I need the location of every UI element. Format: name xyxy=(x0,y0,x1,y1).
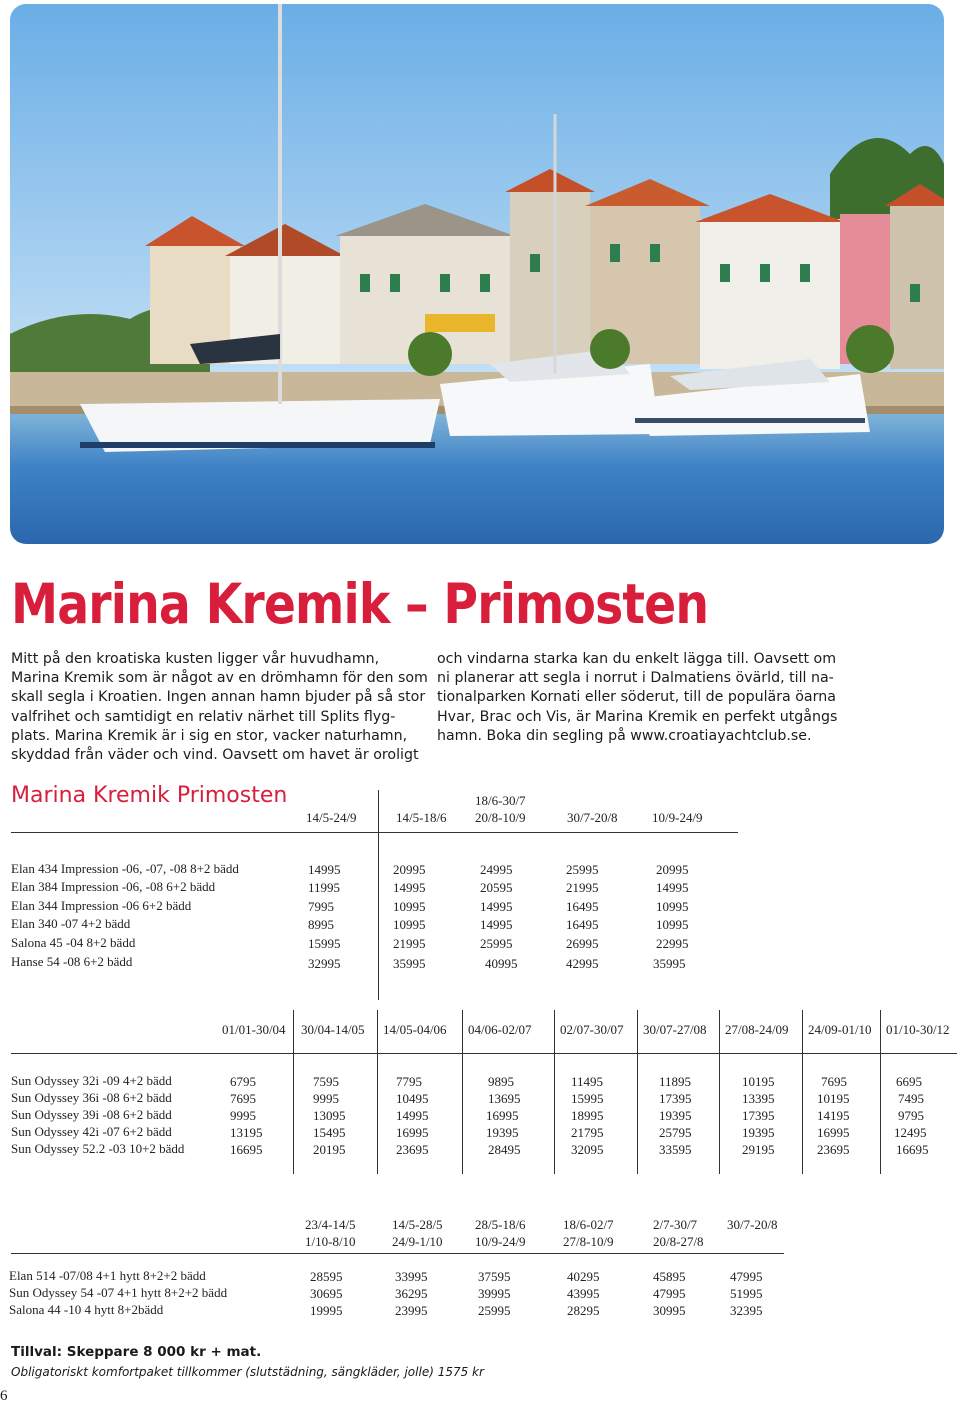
table-row-label: Elan 434 Impression -06, -07, -08 8+2 bädd xyxy=(11,861,239,876)
table-cell: 16995 xyxy=(817,1125,850,1140)
table-cell: 19995 xyxy=(310,1303,343,1318)
table-cell: 14995 xyxy=(308,862,341,877)
table2-column-divider xyxy=(719,1010,720,1174)
table3-header-cell: 28/5-18/6 xyxy=(475,1217,526,1232)
table-cell: 14995 xyxy=(480,917,513,932)
table-cell: 37595 xyxy=(478,1269,511,1284)
table3-header-cell: 10/9-24/9 xyxy=(475,1234,526,1249)
table-cell: 12495 xyxy=(894,1125,927,1140)
table-cell: 7695 xyxy=(821,1074,847,1089)
table-cell: 11995 xyxy=(308,880,341,895)
table-cell: 19395 xyxy=(742,1125,775,1140)
table-cell: 7595 xyxy=(313,1074,339,1089)
table1-header-rule xyxy=(11,832,738,833)
table2-column-divider xyxy=(880,1010,881,1174)
table-cell: 11495 xyxy=(571,1074,604,1089)
table-cell: 51995 xyxy=(730,1286,763,1301)
table3-header-cell: 14/5-28/5 xyxy=(392,1217,443,1232)
table-cell: 10495 xyxy=(396,1091,429,1106)
intro-text-right: och vindarna starka kan du enkelt lägga till. Oavsett om ni planerar att segla i norrut i Dalmatiens övärld, till na-tionalparken Kornati eller söderut, till de populära öarna Hvar, Brac och Vis, är Marina Kremik en perfekt utgångs hamn. Boka din segling på www.croatiayachtclub.se. xyxy=(437,651,838,744)
table2-header-cell: 27/08-24/09 xyxy=(725,1022,789,1037)
table2-column-divider xyxy=(637,1010,638,1174)
table-cell: 23695 xyxy=(396,1142,429,1157)
table-cell: 15995 xyxy=(308,936,341,951)
table3-header-cell: 24/9-1/10 xyxy=(392,1234,443,1249)
table-cell: 20995 xyxy=(393,862,426,877)
table1-header-cell: 18/6-30/7 xyxy=(475,793,526,808)
table-cell: 24995 xyxy=(480,862,513,877)
extras-note: Tillval: Skeppare 8 000 kr + mat. xyxy=(11,1344,262,1360)
table-cell: 16995 xyxy=(486,1108,519,1123)
table-cell: 10195 xyxy=(742,1074,775,1089)
table-cell: 14995 xyxy=(480,899,513,914)
table-cell: 32095 xyxy=(571,1142,604,1157)
table-cell: 6695 xyxy=(896,1074,922,1089)
table-cell: 16695 xyxy=(230,1142,263,1157)
table-cell: 32395 xyxy=(730,1303,763,1318)
table-cell: 47995 xyxy=(653,1286,686,1301)
table-cell: 33995 xyxy=(395,1269,428,1284)
table-row-label: Sun Odyssey 54 -07 4+1 hytt 8+2+2 bädd xyxy=(9,1285,228,1300)
table-cell: 10995 xyxy=(656,899,689,914)
table-row-label: Elan 514 -07/08 4+1 hytt 8+2+2 bädd xyxy=(9,1268,206,1283)
table-cell: 33595 xyxy=(659,1142,692,1157)
table-cell: 21995 xyxy=(566,880,599,895)
table-cell: 30995 xyxy=(653,1303,686,1318)
table-cell: 21795 xyxy=(571,1125,604,1140)
table3-header-cell: 2/7-30/7 xyxy=(653,1217,698,1232)
table2-header-cell: 24/09-01/10 xyxy=(808,1022,872,1037)
table2-header-cell: 14/05-04/06 xyxy=(383,1022,447,1037)
table-cell: 19395 xyxy=(659,1108,692,1123)
table-cell: 13195 xyxy=(230,1125,263,1140)
table-cell: 10995 xyxy=(393,917,426,932)
table2-header-cell: 30/04-14/05 xyxy=(301,1022,365,1037)
table-cell: 21995 xyxy=(393,936,426,951)
mandatory-package-note: Obligatoriskt komfortpaket tillkommer (slutstädning, sängkläder, jolle) 1575 kr xyxy=(11,1365,484,1379)
table-cell: 20595 xyxy=(480,880,513,895)
table-cell: 11895 xyxy=(659,1074,692,1089)
table-row-label: Elan 340 -07 4+2 bädd xyxy=(11,916,131,931)
page-title: Marina Kremik – Primosten xyxy=(11,572,709,636)
table-cell: 13695 xyxy=(488,1091,521,1106)
table3-header-cell: 20/8-27/8 xyxy=(653,1234,704,1249)
table1-column-divider xyxy=(378,790,379,1000)
table-cell: 7495 xyxy=(898,1091,924,1106)
table-cell: 10195 xyxy=(817,1091,850,1106)
table-cell: 25995 xyxy=(566,862,599,877)
table-row-label: Elan 384 Impression -06, -08 6+2 bädd xyxy=(11,879,216,894)
table-cell: 7695 xyxy=(230,1091,256,1106)
table-cell: 16995 xyxy=(396,1125,429,1140)
table-cell: 29195 xyxy=(742,1142,775,1157)
table-cell: 17395 xyxy=(659,1091,692,1106)
table2-header-cell: 01/01-30/04 xyxy=(222,1022,286,1037)
table-cell: 9795 xyxy=(898,1108,924,1123)
table-cell: 16495 xyxy=(566,917,599,932)
table-row-label: Sun Odyssey 36i -08 6+2 bädd xyxy=(11,1090,172,1105)
table3-header-cell: 27/8-10/9 xyxy=(563,1234,614,1249)
table1-header-cell: 30/7-20/8 xyxy=(567,810,618,825)
table-row-label: Salona 45 -04 8+2 bädd xyxy=(11,935,136,950)
table-cell: 13395 xyxy=(742,1091,775,1106)
table2-header-cell: 02/07-30/07 xyxy=(560,1022,624,1037)
table-row-label: Sun Odyssey 32i -09 4+2 bädd xyxy=(11,1073,172,1088)
table-cell: 25995 xyxy=(480,936,513,951)
table-cell: 8995 xyxy=(308,917,334,932)
table-cell: 16495 xyxy=(566,899,599,914)
table-cell: 40295 xyxy=(567,1269,600,1284)
table-cell: 28595 xyxy=(310,1269,343,1284)
table-cell: 10995 xyxy=(656,917,689,932)
table-cell: 6795 xyxy=(230,1074,256,1089)
table-cell: 10995 xyxy=(393,899,426,914)
table-row-label: Sun Odyssey 39i -08 6+2 bädd xyxy=(11,1107,172,1122)
table-cell: 14195 xyxy=(817,1108,850,1123)
table3-header-cell: 30/7-20/8 xyxy=(727,1217,778,1232)
table2-header-rule xyxy=(11,1053,957,1054)
table-cell: 16695 xyxy=(896,1142,929,1157)
table2-column-divider xyxy=(377,1010,378,1174)
table-row-label: Hanse 54 -08 6+2 bädd xyxy=(11,954,133,969)
table2-column-divider xyxy=(802,1010,803,1174)
table-cell: 13095 xyxy=(313,1108,346,1123)
table-cell: 35995 xyxy=(393,956,426,971)
table-cell: 20195 xyxy=(313,1142,346,1157)
table-cell: 43995 xyxy=(567,1286,600,1301)
table-cell: 17395 xyxy=(742,1108,775,1123)
table-row-label: Sun Odyssey 42i -07 6+2 bädd xyxy=(11,1124,172,1139)
table3-header-cell: 23/4-14/5 xyxy=(305,1217,356,1232)
table1-header-cell: 14/5-24/9 xyxy=(306,810,357,825)
table2-column-divider xyxy=(293,1010,294,1174)
table2-column-divider xyxy=(554,1010,555,1174)
table-cell: 45895 xyxy=(653,1269,686,1284)
table-cell: 18995 xyxy=(571,1108,604,1123)
table-cell: 19395 xyxy=(486,1125,519,1140)
table-cell: 40995 xyxy=(485,956,518,971)
harbor-photo xyxy=(10,4,944,544)
table-cell: 28295 xyxy=(567,1303,600,1318)
table-cell: 36295 xyxy=(395,1286,428,1301)
table2-header-cell: 04/06-02/07 xyxy=(468,1022,532,1037)
table1-subtitle: Marina Kremik Primosten xyxy=(11,783,288,808)
table-cell: 47995 xyxy=(730,1269,763,1284)
table-cell: 32995 xyxy=(308,956,341,971)
table-cell: 22995 xyxy=(656,936,689,951)
table3-header-cell: 18/6-02/7 xyxy=(563,1217,614,1232)
table-cell: 25995 xyxy=(478,1303,511,1318)
table-cell: 7795 xyxy=(396,1074,422,1089)
table-cell: 28495 xyxy=(488,1142,521,1157)
table-cell: 39995 xyxy=(478,1286,511,1301)
table-cell: 30695 xyxy=(310,1286,343,1301)
table-cell: 23995 xyxy=(395,1303,428,1318)
table-cell: 14995 xyxy=(393,880,426,895)
table-cell: 26995 xyxy=(566,936,599,951)
table-row-label: Elan 344 Impression -06 6+2 bädd xyxy=(11,898,192,913)
table1-header-cell: 14/5-18/6 xyxy=(396,810,447,825)
table3-header-cell: 1/10-8/10 xyxy=(305,1234,356,1249)
table2-header-cell: 01/10-30/12 xyxy=(886,1022,950,1037)
table-cell: 9995 xyxy=(313,1091,339,1106)
table-cell: 7995 xyxy=(308,899,334,914)
table1-header-cell: 10/9-24/9 xyxy=(652,810,703,825)
table3-header-rule xyxy=(11,1253,784,1254)
table-cell: 23695 xyxy=(817,1142,850,1157)
intro-text-left: Mitt på den kroatiska kusten ligger vår huvudhamn, Marina Kremik som är något av en drömhamn för den som skall segla i Kroatien. Ingen annan hamn bjuder på så stor valfrihet och samtidigt en relativ närhet till Splits flyg-plats. Marina Kremik är i sig en stor, vacker naturhamn, skyddad från väder och vind. Oavsett om havet är oroligt xyxy=(11,651,428,764)
table-cell: 14995 xyxy=(656,880,689,895)
table-cell: 14995 xyxy=(396,1108,429,1123)
table-row-label: Salona 44 -10 4 hytt 8+2bädd xyxy=(9,1302,164,1317)
table1-header-cell: 20/8-10/9 xyxy=(475,810,526,825)
table-row-label: Sun Odyssey 52.2 -03 10+2 bädd xyxy=(11,1141,185,1156)
table-cell: 42995 xyxy=(566,956,599,971)
table2-header-cell: 30/07-27/08 xyxy=(643,1022,707,1037)
table-cell: 20995 xyxy=(656,862,689,877)
table-cell: 35995 xyxy=(653,956,686,971)
page-number: 6 xyxy=(0,1388,8,1404)
table-cell: 15495 xyxy=(313,1125,346,1140)
table-cell: 15995 xyxy=(571,1091,604,1106)
table-cell: 9995 xyxy=(230,1108,256,1123)
table-cell: 25795 xyxy=(659,1125,692,1140)
table-cell: 9895 xyxy=(488,1074,514,1089)
table2-column-divider xyxy=(462,1010,463,1174)
